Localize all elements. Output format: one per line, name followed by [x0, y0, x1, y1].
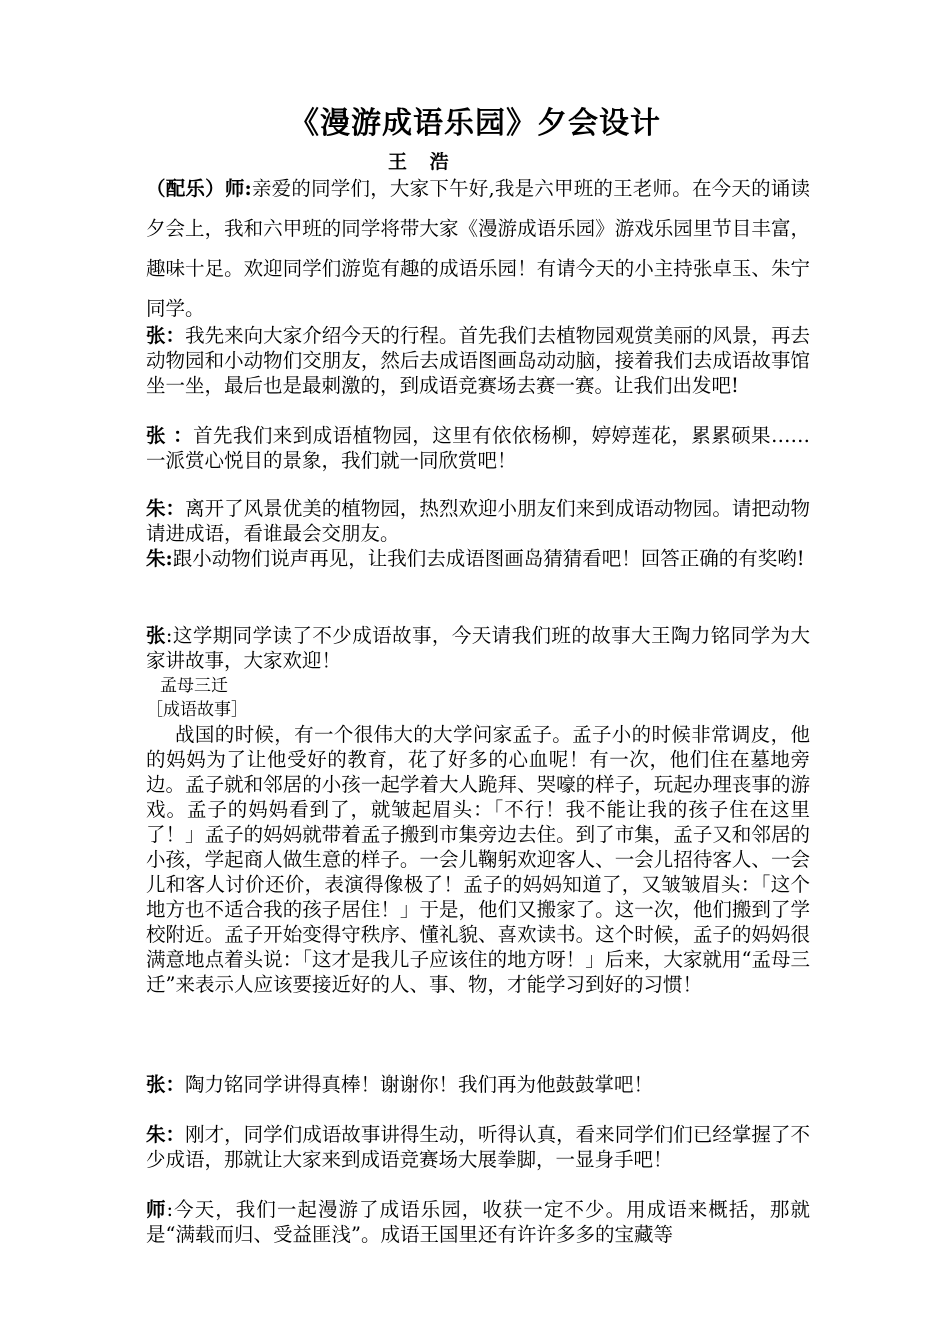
paragraph-text: 陶力铭同学讲得真棒！谢谢你！我们再为他鼓鼓掌吧！ [185, 1073, 654, 1096]
speaker-label: 朱： [146, 1123, 186, 1146]
speaker-label: （配乐）师: [146, 177, 252, 200]
story-paragraph [146, 722, 810, 997]
zhu-paragraph-1 [146, 496, 810, 546]
paragraph-text: :今天，我们一起漫游了成语乐园，收获一定不少。用成语来概括，那就是“满载而归、受益匪浅”。成语王国里还有许许多多的宝藏等 [146, 1198, 810, 1246]
speaker-label: 张 ： [146, 424, 194, 447]
story-label: ［成语故事］ [146, 700, 248, 720]
zhang-paragraph-4 [146, 1072, 810, 1097]
speaker-label: 朱: [146, 547, 173, 570]
paragraph-text: 首先我们来到成语植物园，这里有依依杨柳，婷婷莲花，累累硕果……一派赏心悦目的景象，我们就一同欣赏吧！ [146, 424, 810, 472]
intro-paragraph [146, 169, 810, 329]
zhang-paragraph-1 [146, 323, 810, 398]
story-title: 孟母三迁 [160, 676, 228, 696]
zhu-paragraph-2 [146, 546, 810, 571]
speaker-label: 师 [146, 1198, 167, 1221]
paragraph-text: 离开了风景优美的植物园，热烈欢迎小朋友们来到成语动物园。请把动物请进成语，看谁最会交朋友。 [146, 497, 810, 545]
zhang-paragraph-2 [146, 423, 810, 473]
paragraph-text: 刚才，同学们成语故事讲得生动，听得认真，看来同学们们已经掌握了不少成语，那就让大家来到成语竞赛场大展拳脚，一显身手吧！ [146, 1123, 810, 1171]
speaker-label: 朱： [146, 497, 186, 520]
speaker-label: 张： [146, 324, 186, 347]
teacher-paragraph [146, 1197, 810, 1247]
paragraph-text: 跟小动物们说声再见，让我们去成语图画岛猜猜看吧！回答正确的有奖哟! [172, 547, 805, 570]
story-text: 战国的时候，有一个很伟大的大学问家孟子。孟子小的时候非常调皮，他的妈妈为了让他受好的教育，花了好多的心血呢！有一次，他们住在墓地旁边。孟子就和邻居的小孩一起学着大人跪拜、哭嚎的样子，玩起办理丧事的游戏。孟子的妈妈看到了，就皱起眉头：「不行！我不能让我的孩子住在这里了！」孟子的妈妈就带着孟子搬到市集旁边去住。到了市集，孟子又和邻居的小孩，学起商人做生意的样子。一会儿鞠躬欢迎客人、一会儿招待客人、一会儿和客人讨价还价，表演得像极了！孟子的妈妈知道了，又皱皱眉头：「这个地方也不适合我的孩子居住！」于是，他们又搬家了。这一次，他们搬到了学校附近。孟子开始变得守秩序、懂礼貌、喜欢读书。这个时候，孟子的妈妈很满意地点着头说：「这才是我儿子应该住的地方呀！」后来，大家就用“孟母三迁”来表示人应该要接近好的人、事、物，才能学习到好的习惯！ [146, 723, 810, 996]
paragraph-text: :这学期同学读了不少成语故事，今天请我们班的故事大王陶力铭同学为大家讲故事，大家欢迎！ [146, 624, 810, 672]
zhu-paragraph-3 [146, 1122, 810, 1172]
document-title: 《漫游成语乐园》夕会设计 [289, 106, 661, 141]
paragraph-text: 我先来向大家介绍今天的行程。首先我们去植物园观赏美丽的风景，再去动物园和小动物们交朋友，然后去成语图画岛动动脑，接着我们去成语故事馆坐一坐，最后也是最刺激的，到成语竞赛场去赛一赛。让我们出发吧! [146, 324, 810, 397]
zhang-paragraph-3 [146, 623, 810, 673]
speaker-label: 张 [146, 624, 166, 647]
author-name: 王 浩 [388, 151, 457, 173]
paragraph-text: 亲爱的同学们，大家下午好,我是六甲班的王老师。在今天的诵读夕会上，我和六甲班的同学将带大家《漫游成语乐园》游戏乐园里节目丰富，趣味十足。欢迎同学们游览有趣的成语乐园！有请今天的小主持张卓玉、朱宁同学。 [146, 177, 810, 320]
speaker-label: 张： [146, 1073, 186, 1096]
